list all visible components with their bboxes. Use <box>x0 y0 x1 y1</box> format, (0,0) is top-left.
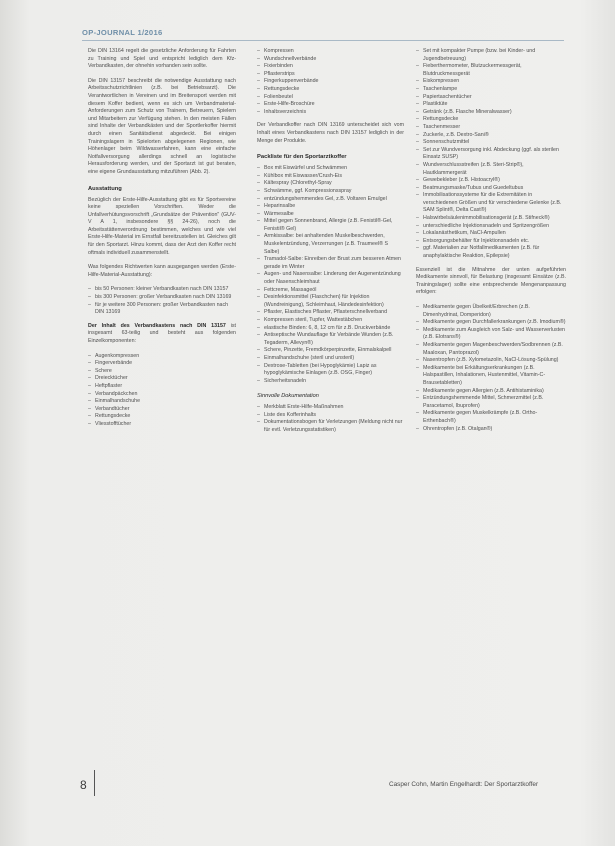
list-item: – Inhaltsverzeichnis <box>257 109 404 117</box>
list-item: – Kompressen steril, Tupfer, Wattestäbchen <box>257 317 404 325</box>
list-item: – Medikamente gegen Muskelkrämpfe (z.B. Ortho-Erthenbach®) <box>416 410 566 425</box>
paragraph-text: ist insgesamt 63-teilig und besteht aus folgenden Einzelkomponenten: <box>88 322 236 344</box>
list-item: – ggf. Materialien zur Notfallmedikamenten (z.B. für anaphylaktische Reaktion, Epilepsie) <box>416 245 566 260</box>
list-item: – Medikamente gegen Magenbeschwerden/Sodbrennen (z.B. Maaloxan, Pantoprazol) <box>416 342 566 357</box>
list-item: – Fixierbinden <box>257 63 404 71</box>
footer-citation: Casper Cohn, Martin Engelhardt: Der Sportarztkoffer <box>389 781 539 788</box>
list-item: – Armkissalbe: bei anhaltenden Muskelbeschwerden, Muskelentzündung, Verzerrungen (z.B. Traumeel® S Salbe) <box>257 233 404 256</box>
bullet-list <box>257 404 404 434</box>
list-item: – bis 300 Personen: großer Verbandkasten nach DIN 13169 <box>88 294 236 302</box>
list-item: – Augenkompressen <box>88 353 236 361</box>
list-item: – Wundverschlussstreifen (z.B. Steri-Strip®), Hautklammergerät <box>416 162 566 177</box>
list-item: – Medikamente gegen Durchfallerkrankungen (z.B. Imodium®) <box>416 319 566 327</box>
paragraph <box>88 323 236 346</box>
list-item: – Verbandpäckchen <box>88 391 236 399</box>
list-item: – Mittel gegen Sonnenbrand, Allergie (z.B. Fenistil®-Gel, Fenistil® Gel) <box>257 218 404 233</box>
list-item: – Nasentropfen (z.B. Xylometazolin, NaCl-Lösung-Spülung) <box>416 357 566 365</box>
list-item: – Einmalhandschuhe <box>88 398 236 406</box>
list-item: – Schere, Pinzette, Fremdkörperpinzette, Einmalskalpell <box>257 347 404 355</box>
list-item: – Papiertaschentücher <box>416 94 566 102</box>
list-item: – Medikamente bei Erkältungserkrankungen (z.B. Halspastillen, Inhalationen, Hustenmittel, Vitamin-C-Brausetabletten) <box>416 365 566 388</box>
list-item: – Pflasterstrips <box>257 71 404 79</box>
list-item: – Sicherheitsnadeln <box>257 378 404 386</box>
list-item: – bis 50 Personen: kleiner Verbandkasten nach DIN 13157 <box>88 286 236 294</box>
list-item: – Rettungsdecke <box>257 86 404 94</box>
list-item: – Wundschnellverbände <box>257 56 404 64</box>
paragraph: Die DIN 13164 regelt die gesetzliche Anforderung für Fahrten zu Training und Spiel und entspricht lediglich dem Kfz-Verbandkasten, der ohnehin vorhanden sein sollte. <box>88 48 236 70</box>
list-item: – Box mit Eiswürfel und Schwämmen <box>257 165 404 173</box>
list-item: – Medikamente zum Ausgleich von Salz- und Wasserverlusten (z.B. Elotrans®) <box>416 327 566 342</box>
list-item: – Fieberthermometer, Blutzuckermessgerät, Blutdruckmessgerät <box>416 63 566 78</box>
paragraph-text: Die DIN 13157 beschreibt die notwendige Ausstattung nach Arbeitsschutzrichtlinien (z.B. bei Betriebsarzt). Die Verantwortlichen in Vereinen und im Breitensport werden mit diesem Koffer bedient, wenn es sich um Verbandmaterial-Anforderungen zum Schutz von Trainern, Betreuern, Spielern und Mitarbeitern zur Verfügung stehen. In den meisten Fällen sind Inhalte der Verbandkästen und der Sportlerkoffer hiermit durch einen Sanitätsdienst abgedeckt. Bei einigen Trainingslagern in Spielorten abgelegenen Regionen, wie Höhenlager beim Wildwasserfahren, kann eine einfache Notfallversorgung allerdings schnell an logistische Herausforderung werden, und der Sportarzt ist gut beraten, eine eigene Grundausstattung mitzuführen (Abb. 2). <box>88 77 236 175</box>
list-item: – Medikamente gegen Übelkeit/Erbrechen (z.B. Dimenhydrinat, Domperidon) <box>416 304 566 319</box>
bold-lead: Der Inhalt des Verbandkastens nach DIN 13157 <box>88 322 226 329</box>
paragraph <box>88 78 236 177</box>
list-item: – Eiskompressen <box>416 78 566 86</box>
list-item: – Taschenlampe <box>416 86 566 94</box>
list-item: – Getränk (z.B. Flasche Mineralwasser) <box>416 109 566 117</box>
paragraph: Was folgendes Richtwerten kann ausgegangen werden (Erste-Hilfe-Material-Ausstattung): <box>88 264 236 278</box>
list-item: – Entsorgungsbehälter für Injektionsnadeln etc. <box>416 238 566 246</box>
list-item: – Rettungsdecke <box>416 116 566 124</box>
text-column-2 <box>257 48 404 440</box>
section-heading-dokumentation: Sinnvolle Dokumentation <box>257 393 319 400</box>
paragraph: Der Verbandkoffer nach DIN 13169 unterscheidet sich vom Inhalt eines Verbandkastens nach DIN 13157 lediglich in der Menge der Produkte. <box>257 122 404 144</box>
list-item: – entzündungshemmendes Gel, z.B. Voltaren Emulgel <box>257 196 404 204</box>
list-item: – Dreiecktücher <box>88 375 236 383</box>
list-item: – Zuckerle, z.B. Dextro-Sani® <box>416 132 566 140</box>
footer-divider <box>94 770 95 796</box>
page-number: 8 <box>80 778 87 792</box>
text-column-3 <box>416 48 566 439</box>
list-item: – Plastiktüte <box>416 101 566 109</box>
list-item: – Ohrentropfen (z.B. Otalgan®) <box>416 426 566 434</box>
list-item: – Dextrose-Tabletten (bei Hypoglykämie) Lapiz as hypoglykämische Einlagen (z.B. OSG, Finger) <box>257 363 404 378</box>
list-item: – Set zur Wundversorgung inkl. Abdeckung (ggf. als sterilen Einsatz SUSP) <box>416 147 566 162</box>
list-item: – Fingerkuppenverbände <box>257 78 404 86</box>
bullet-list <box>257 48 404 116</box>
list-item: – Schere <box>88 368 236 376</box>
list-item: – Lokalanästhetikum, NaCl-Ampullen <box>416 230 566 238</box>
list-item: – Heparinsalbe <box>257 203 404 211</box>
list-item: – Einmalhandschuhe (steril und unsteril) <box>257 355 404 363</box>
list-item: – Set mit kompakter Pumpe (bzw. bei Kinder- und Jugendbetreuung) <box>416 48 566 63</box>
list-item: – Gewebekleber (z.B. Histoacryl®) <box>416 177 566 185</box>
paragraph: Essenziell ist die Mitnahme der unten aufgeführten Medikamente sinnvoll, für Belastung (insgesamt Einsätze (z.B. Trainingslager) sollte eine entsprechende Mengenanpassung erfolgen: <box>416 266 566 296</box>
list-item: – Fingerverbände <box>88 360 236 368</box>
list-item: – Medikamente gegen Allergien (z.B. Antihistaminika) <box>416 388 566 396</box>
list-item: – elastische Binden: 6, 8, 12 cm für z.B. Druckverbände <box>257 325 404 333</box>
list-item: – Tramadol-Salbe: Einreiben der Brust zum besseren Atmen gerade im Winter <box>257 256 404 271</box>
bullet-list <box>88 286 236 316</box>
list-item: – Merkblatt Erste-Hilfe-Maßnahmen <box>257 404 404 412</box>
bullet-list <box>416 48 566 261</box>
bullet-list <box>88 353 236 429</box>
list-item: – Desinfektionsmittel (Flaschchen) für Injektion (Wundreinigung), Schleimhaut, Händedesinfektion) <box>257 294 404 309</box>
list-item: – Kühlbox mit Eiswasser/Crush-Eis <box>257 173 404 181</box>
list-item: – Entzündungshemmende Mittel, Schmerzmittel (z.B. Paracetamol, Ibuprofen) <box>416 395 566 410</box>
list-item: – Folienbeutel <box>257 94 404 102</box>
list-item: – Vliesstofftücher <box>88 421 236 429</box>
bullet-list <box>257 165 404 385</box>
list-item: – Pflaster, Elastisches Pflaster, Pflasterschnellverband <box>257 309 404 317</box>
list-item: – Halswirbelsäulenimmobilisationsgerät (z.B. Stifneck®) <box>416 215 566 223</box>
list-item: – Fettcreme, Massageöl <box>257 287 404 295</box>
list-item: – unterschiedliche Injektionsnadeln und Spritzengrößen <box>416 223 566 231</box>
section-heading-packliste: Packliste für den Sportarztkoffer <box>257 154 347 161</box>
list-item: – Sonnenschutzmittel <box>416 139 566 147</box>
header-rule <box>82 40 564 41</box>
list-item: – Heftpflaster <box>88 383 236 391</box>
list-item: – Verbandtücher <box>88 406 236 414</box>
list-item: – Immobilisationssysteme für die Extremitäten in verschiedenen Größen und für verschiedene Gelenke (z.B. SAM Splint®, Delta Cast®) <box>416 192 566 215</box>
section-heading-ausstattung: Ausstattung <box>88 185 122 192</box>
text-column-1 <box>88 48 236 435</box>
journal-header: OP-JOURNAL 1/2016 <box>82 28 163 37</box>
list-item: – Dokumentationsbogen für Verletzungen (Meldung nicht nur für evtl. Verletzungsstatistiken) <box>257 419 404 434</box>
list-item: – Kompressen <box>257 48 404 56</box>
bullet-list <box>416 304 566 433</box>
list-item: – Schwämme, ggf. Kompressionsspray <box>257 188 404 196</box>
list-item: – für je weitere 300 Personen: großer Verbandkasten nach DIN 13169 <box>88 302 236 317</box>
list-item: – Liste des Kofferinhalts <box>257 412 404 420</box>
list-item: – Erste-Hilfe-Broschüre <box>257 101 404 109</box>
paragraph: Bezüglich der Erste-Hilfe-Ausstattung gibt es für Sportvereine keine speziellen Vorschriften. Weder die Unfallverhütungsvorschrift „Grundsätze der Prävention" (GUV-V A 1, insbesondere §§ 24-26), noch die Arbeitsstättenverordnung bestimmen, welches und wie viel Erste-Hilfe-Material im Ernstfall bereitzustellen ist. Gleiches gilt für den Sportarzt. Hinzu kommt, dass der Arzt den Koffer recht oftmals individuell zusammenstellt. <box>88 196 236 256</box>
list-item: – Antiseptische Wundauflage für Verbände Wunden (z.B. Tegaderm, Allevyn®) <box>257 332 404 347</box>
list-item: – Augen- und Nasensalbe: Linderung der Augenentzündung oder Nasenschleimhaut <box>257 271 404 286</box>
list-item: – Wärmesalbe <box>257 211 404 219</box>
list-item: – Taschenmesser <box>416 124 566 132</box>
list-item: – Rettungsdecke <box>88 413 236 421</box>
list-item: – Beatmungsmaske/Tubus und Guedeltubus <box>416 185 566 193</box>
list-item: – Kältespray (Chlorethyl-Spray <box>257 180 404 188</box>
